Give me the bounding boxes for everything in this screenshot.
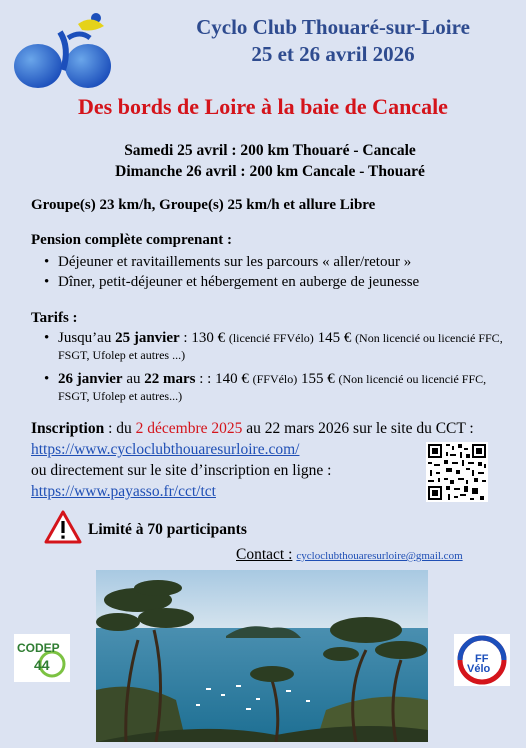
inscription-alt: ou directement sur le site d’inscription en ligne : xyxy=(31,462,332,479)
back-wheel xyxy=(14,44,62,88)
tarifs-list xyxy=(44,330,504,408)
tarifs-heading: Tarifs : xyxy=(31,310,78,326)
participant-limit: Limité à 70 participants xyxy=(88,521,247,538)
tarif-item: • Jusqu’au 25 janvier : 130 € (licencié FFVélo) 145 € (Non licencié ou licencié FFC, FSGT, Ufolep et autres ...) xyxy=(44,330,504,364)
codep44-logo xyxy=(14,634,70,682)
cyclist-logo xyxy=(8,10,118,92)
club-name: Cyclo Club Thouaré-sur-Loire xyxy=(196,15,470,39)
pension-list xyxy=(44,254,504,294)
contact-email-link[interactable]: cycloclubthouaresurloire@gmail.com xyxy=(296,550,463,562)
cct-website-link[interactable]: https://www.cycloclubthouaresurloire.com/ xyxy=(31,441,300,458)
contact-line xyxy=(236,546,463,564)
front-wheel xyxy=(65,44,111,88)
coastal-photo xyxy=(96,570,428,742)
day-schedule xyxy=(60,140,480,182)
svg-text:44: 44 xyxy=(34,657,50,673)
day-2: Dimanche 26 avril : 200 km Cancale - Thouaré xyxy=(115,163,425,180)
event-subtitle: Des bords de Loire à la baie de Cancale xyxy=(78,94,448,119)
pension-item: • Déjeuner et ravitaillements sur les parcours « aller/retour » xyxy=(44,254,504,271)
groups-line: Groupe(s) 23 km/h, Groupe(s) 25 km/h et allure Libre xyxy=(31,197,376,213)
payasso-link[interactable]: https://www.payasso.fr/cct/tct xyxy=(31,483,216,500)
ffvelo-logo xyxy=(454,634,510,686)
tarif-item: • 26 janvier au 22 mars : : 140 € (FFVélo) 155 € (Non licencié ou licencié FFC, FSGT, Ufolep et autres...) xyxy=(44,371,504,405)
event-dates: 25 et 26 avril 2026 xyxy=(251,42,415,66)
warning-icon xyxy=(44,510,82,544)
inscription-block: Inscription : du 2 décembre 2025 au 22 mars 2026 sur le site du CCT : https://www.cycloclubthouaresurloire.com/ ou directement sur le site d’inscription en ligne : https://www.payasso.fr/cct/tct xyxy=(31,420,474,500)
qr-code[interactable] xyxy=(426,442,488,502)
contact-label: Contact : xyxy=(236,546,293,563)
pension-heading: Pension complète comprenant : xyxy=(31,232,232,248)
svg-text:Vélo: Vélo xyxy=(467,663,491,675)
helmet-accent xyxy=(78,19,104,30)
day-1: Samedi 25 avril : 200 km Thouaré - Cancale xyxy=(124,142,416,159)
club-header xyxy=(168,14,498,68)
pension-item: • Dîner, petit-déjeuner et hébergement en auberge de jeunesse xyxy=(44,274,504,291)
svg-text:CODEP: CODEP xyxy=(17,641,60,655)
svg-text:FF: FF xyxy=(475,653,489,665)
